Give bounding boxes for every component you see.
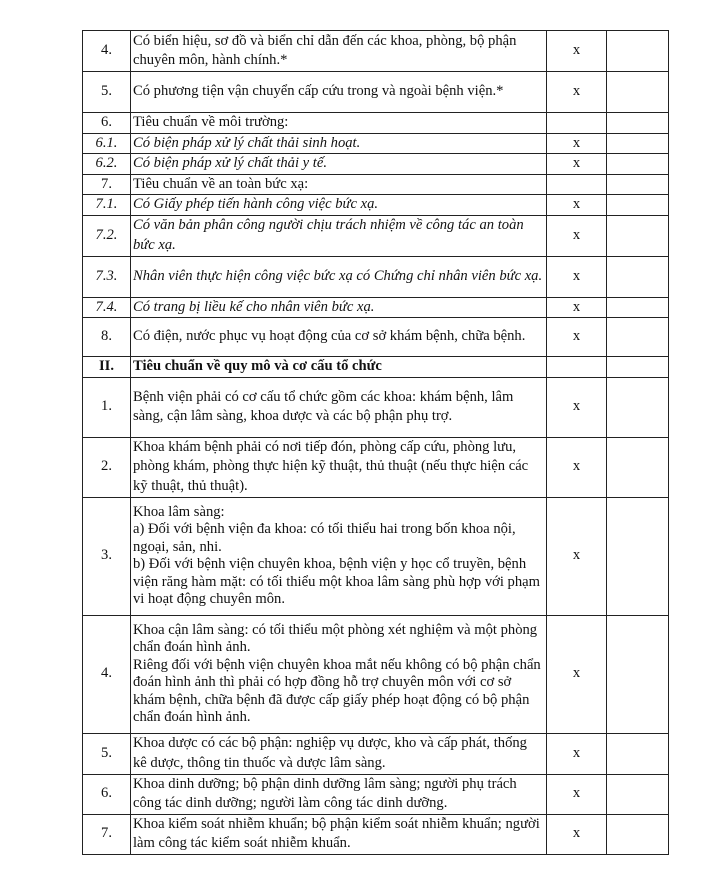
table-row [83, 774, 669, 814]
criterion-text: Tiêu chuẩn về an toàn bức xạ: [131, 174, 547, 195]
empty-cell [607, 774, 669, 814]
criterion-text: Khoa khám bệnh phải có nơi tiếp đón, phòng cấp cứu, phòng lưu, phòng khám, phòng thực hiện kỹ thuật, thủ thuật (nếu thực hiện các kỹ thuật, thủ thuật). [131, 437, 547, 497]
row-number: 5. [83, 72, 131, 113]
table-row [83, 814, 669, 854]
table-row [83, 733, 669, 774]
compliance-mark: x [547, 256, 607, 297]
empty-cell [607, 437, 669, 497]
table-row [83, 174, 669, 195]
compliance-mark: x [547, 615, 607, 733]
table-row [83, 437, 669, 497]
compliance-mark: x [547, 31, 607, 72]
compliance-mark: x [547, 72, 607, 113]
row-number: 6. [83, 774, 131, 814]
criterion-text: Khoa dược có các bộ phận: nghiệp vụ dược, kho và cấp phát, thống kê dược, thông tin thuốc và dược lâm sàng. [131, 733, 547, 774]
criterion-line: Riêng đối với bệnh viện chuyên khoa mắt nếu không có bộ phận chẩn đoán hình ảnh thì phải có hợp đồng hỗ trợ chuyên môn với cơ sở khám bệnh, chữa bệnh đã được cấp giấy phép hoạt động có bộ phận chẩn đoán hình ảnh. [133, 656, 541, 725]
criterion-text: Có điện, nước phục vụ hoạt động của cơ sở khám bệnh, chữa bệnh. [131, 318, 547, 357]
row-number: 6. [83, 113, 131, 134]
row-number: 7.3. [83, 256, 131, 297]
criterion-text: Tiêu chuẩn về quy mô và cơ cấu tổ chức [131, 357, 547, 378]
row-number: 7.2. [83, 215, 131, 256]
empty-cell [607, 297, 669, 318]
table-row [83, 31, 669, 72]
table-row [83, 615, 669, 733]
compliance-mark [547, 357, 607, 378]
criteria-table-body [83, 31, 669, 855]
row-number: 6.2. [83, 154, 131, 175]
criterion-text: Có phương tiện vận chuyển cấp cứu trong và ngoài bệnh viện.* [131, 72, 547, 113]
criterion-text: Nhân viên thực hiện công việc bức xạ có Chứng chỉ nhân viên bức xạ. [131, 256, 547, 297]
empty-cell [607, 113, 669, 134]
criterion-line: Khoa cận lâm sàng: có tối thiểu một phòng xét nghiệm và một phòng chẩn đoán hình ảnh. [133, 621, 538, 655]
row-number: 7. [83, 174, 131, 195]
criterion-text: Tiêu chuẩn về môi trường: [131, 113, 547, 134]
row-number: 6.1. [83, 133, 131, 154]
empty-cell [607, 195, 669, 216]
table-row [83, 377, 669, 437]
row-number: 2. [83, 437, 131, 497]
compliance-mark: x [547, 297, 607, 318]
criterion-line: Khoa lâm sàng: [133, 503, 225, 520]
criteria-table [82, 30, 669, 855]
table-row [83, 154, 669, 175]
table-row [83, 357, 669, 378]
empty-cell [607, 377, 669, 437]
empty-cell [607, 154, 669, 175]
criterion-text: Có Giấy phép tiến hành công việc bức xạ. [131, 195, 547, 216]
row-number: 8. [83, 318, 131, 357]
criterion-text: Có trang bị liều kế cho nhân viên bức xạ. [131, 297, 547, 318]
empty-cell [607, 215, 669, 256]
table-row [83, 72, 669, 113]
compliance-mark: x [547, 497, 607, 615]
empty-cell [607, 497, 669, 615]
compliance-mark [547, 174, 607, 195]
compliance-mark: x [547, 195, 607, 216]
table-row [83, 497, 669, 615]
row-number: 3. [83, 497, 131, 615]
empty-cell [607, 733, 669, 774]
compliance-mark: x [547, 437, 607, 497]
criterion-text: Khoa kiểm soát nhiễm khuẩn; bộ phận kiểm soát nhiễm khuẩn; người làm công tác kiểm soát nhiễm khuẩn. [131, 814, 547, 854]
empty-cell [607, 615, 669, 733]
criterion-text [131, 615, 547, 733]
compliance-mark: x [547, 215, 607, 256]
compliance-mark [547, 113, 607, 134]
table-row [83, 195, 669, 216]
criterion-line: b) Đối với bệnh viện chuyên khoa, bệnh viện y học cổ truyền, bệnh viện răng hàm mặt: có tối thiểu một khoa lâm sàng phù hợp với phạm vi hoạt động chuyên môn. [133, 556, 540, 607]
criterion-text: Có biển hiệu, sơ đồ và biển chỉ dẫn đến các khoa, phòng, bộ phận chuyên môn, hành chính.* [131, 31, 547, 72]
table-row [83, 215, 669, 256]
compliance-mark: x [547, 133, 607, 154]
row-number: II. [83, 357, 131, 378]
empty-cell [607, 814, 669, 854]
criterion-text [131, 497, 547, 615]
row-number: 4. [83, 615, 131, 733]
row-number: 1. [83, 377, 131, 437]
criterion-text: Khoa dinh dưỡng; bộ phận dinh dưỡng lâm sàng; người phụ trách công tác dinh dưỡng; người làm công tác dinh dưỡng. [131, 774, 547, 814]
empty-cell [607, 133, 669, 154]
row-number: 7.4. [83, 297, 131, 318]
compliance-mark: x [547, 733, 607, 774]
empty-cell [607, 31, 669, 72]
criterion-text: Bệnh viện phải có cơ cấu tổ chức gồm các khoa: khám bệnh, lâm sàng, cận lâm sàng, khoa dược và các bộ phận phụ trợ. [131, 377, 547, 437]
empty-cell [607, 72, 669, 113]
row-number: 5. [83, 733, 131, 774]
empty-cell [607, 318, 669, 357]
criterion-line: a) Đối với bệnh viện đa khoa: có tối thiểu hai trong bốn khoa nội, ngoại, sản, nhi. [133, 521, 516, 555]
table-row [83, 113, 669, 134]
table-row [83, 256, 669, 297]
compliance-mark: x [547, 318, 607, 357]
empty-cell [607, 256, 669, 297]
compliance-mark: x [547, 154, 607, 175]
row-number: 4. [83, 31, 131, 72]
compliance-mark: x [547, 814, 607, 854]
row-number: 7. [83, 814, 131, 854]
criterion-text: Có văn bản phân công người chịu trách nhiệm về công tác an toàn bức xạ. [131, 215, 547, 256]
row-number: 7.1. [83, 195, 131, 216]
compliance-mark: x [547, 774, 607, 814]
empty-cell [607, 357, 669, 378]
table-row [83, 133, 669, 154]
table-row [83, 318, 669, 357]
table-row [83, 297, 669, 318]
criterion-text: Có biện pháp xử lý chất thải sinh hoạt. [131, 133, 547, 154]
criterion-text: Có biện pháp xử lý chất thải y tế. [131, 154, 547, 175]
compliance-mark: x [547, 377, 607, 437]
empty-cell [607, 174, 669, 195]
